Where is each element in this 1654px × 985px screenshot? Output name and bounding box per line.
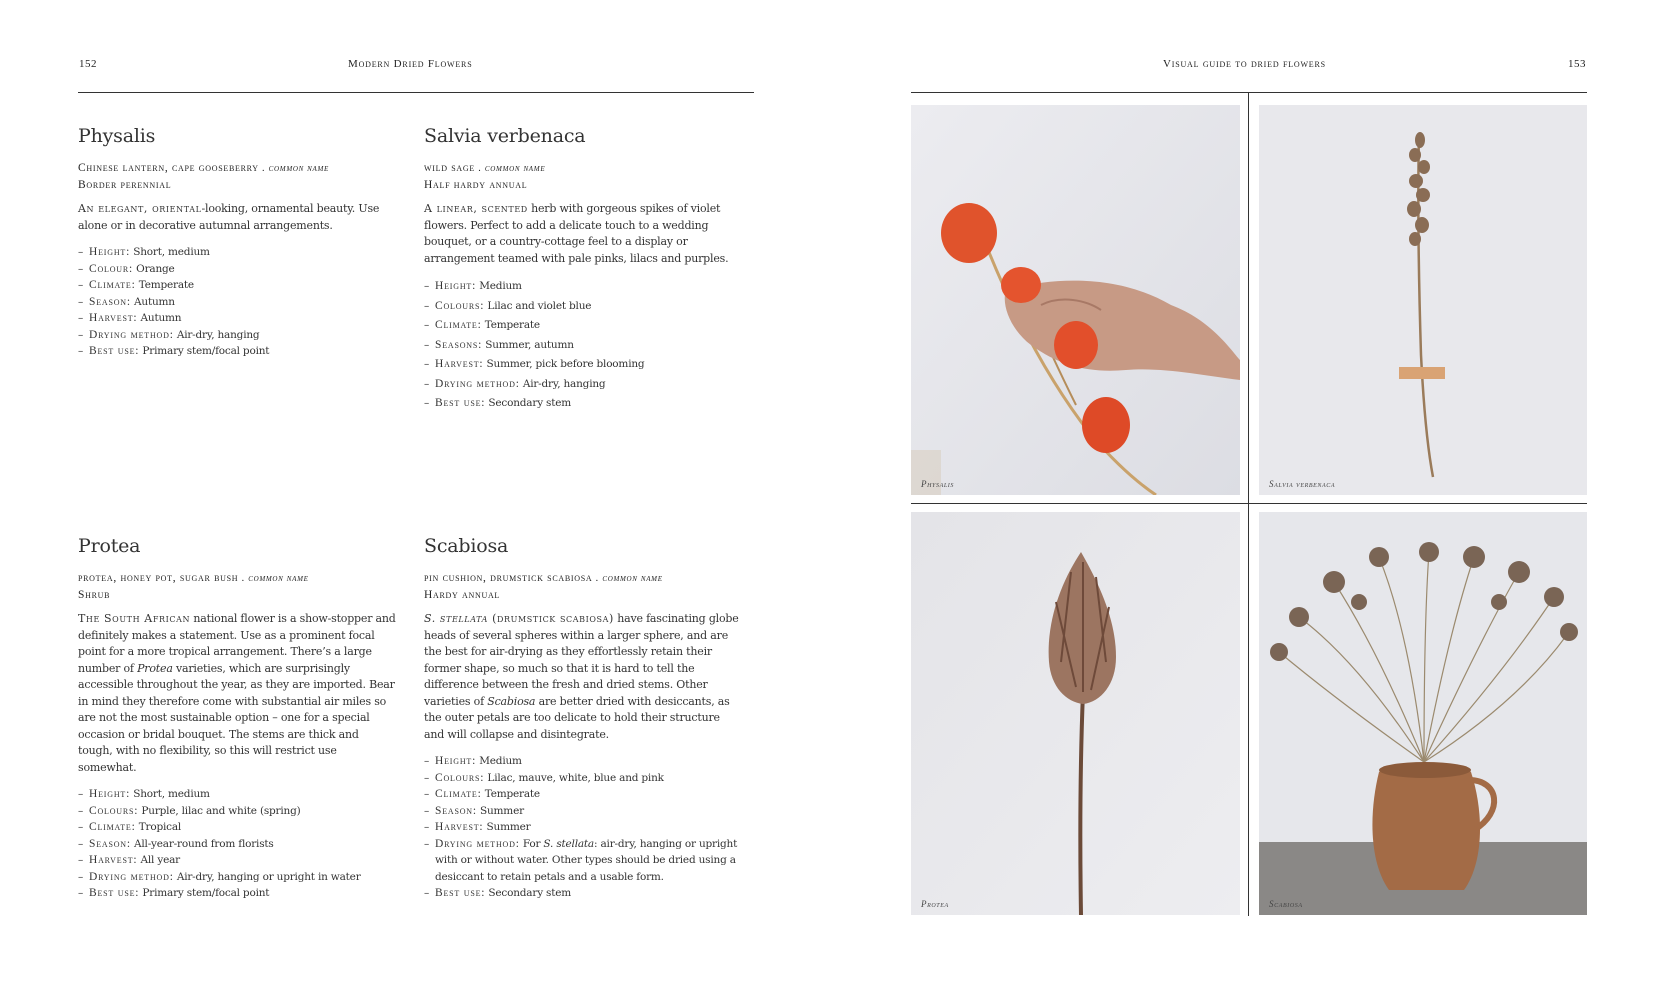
attribute-list <box>78 244 398 360</box>
entry-physalis <box>78 125 398 360</box>
attribute-item: – Colours: Lilac and violet blue <box>424 297 742 317</box>
entry-title: Protea <box>78 535 141 557</box>
entry-scabiosa <box>424 535 742 902</box>
attribute-item: – Colour: Orange <box>78 261 398 278</box>
protea-illustration <box>911 512 1240 915</box>
photo-scabiosa <box>1259 512 1587 915</box>
page-number-right: 153 <box>1568 58 1586 70</box>
attribute-item: – Harvest: Summer <box>424 819 742 836</box>
entry-protea <box>78 535 396 902</box>
attribute-list <box>78 786 396 902</box>
header-rule-right <box>911 92 1587 93</box>
entry-names: wild sage . common name <box>424 162 546 174</box>
attribute-item: – Best use: Primary stem/focal point <box>78 885 396 902</box>
header-rule-left <box>78 92 754 93</box>
attribute-item: – Drying method: Air-dry, hanging <box>78 327 398 344</box>
entry-plant-type: Hardy annual <box>424 589 501 601</box>
attribute-item: – Height: Medium <box>424 753 742 770</box>
salvia-illustration <box>1259 105 1587 495</box>
page-number-left: 152 <box>79 58 97 70</box>
attribute-item: – Best use: Secondary stem <box>424 885 742 902</box>
attribute-item: – Harvest: Autumn <box>78 310 398 327</box>
entry-names: pin cushion, drumstick scabiosa . common name <box>424 572 663 584</box>
attribute-item: – Colours: Lilac, mauve, white, blue and pink <box>424 770 742 787</box>
entry-description: A linear, scented herb with gorgeous spikes of violet flowers. Perfect to add a delicate touch to a wedding bouquet, or a country-cottage feel to a display or arrangement teamed with pale pinks, lilacs and purples. <box>424 202 729 265</box>
entry-plant-type: Shrub <box>78 589 111 601</box>
attribute-item: – Height: Medium <box>424 277 742 297</box>
attribute-item: – Drying method: Air-dry, hanging <box>424 375 742 395</box>
running-head-right: Visual guide to dried flowers <box>1163 58 1326 70</box>
photo-caption: Salvia verbenaca <box>1269 479 1336 489</box>
entry-description: An elegant, oriental-looking, ornamental beauty. Use alone or in decorative autumnal arrangements. <box>78 202 380 232</box>
entry-names: protea, honey pot, sugar bush . common name <box>78 572 309 584</box>
entry-names: Chinese lantern, cape gooseberry . common name <box>78 162 330 174</box>
photo-salvia-verbenaca <box>1259 105 1587 495</box>
photo-protea <box>911 512 1240 915</box>
photo-caption: Scabiosa <box>1269 899 1303 909</box>
attribute-item: – Seasons: Summer, autumn <box>424 336 742 356</box>
running-head-left: Modern Dried Flowers <box>348 58 473 70</box>
entry-description: The South African national flower is a show-stopper and definitely makes a statement. Use as a prominent focal point for a more tropical arrangement. There’s a large number of Protea varieties, which are surprisingly accessible throughout the year, as they are imported. Bear in mind they therefore come with substantial air miles so are not the most sustainable option – one for a special occasion or bridal bouquet. The stems are thick and tough, with no flexibility, so this will restrict use somewhat. <box>78 612 396 774</box>
attribute-item: – Season: Summer <box>424 803 742 820</box>
attribute-item: – Drying method: For S. stellata: air-dry, hanging or upright with or without water. Other types should be dried using a desiccant to retain petals and a usable form. <box>424 836 742 886</box>
entry-salvia-verbenaca <box>424 125 742 414</box>
attribute-item: – Best use: Secondary stem <box>424 394 742 414</box>
attribute-item: – Harvest: All year <box>78 852 396 869</box>
attribute-item: – Climate: Temperate <box>424 786 742 803</box>
photo-physalis <box>911 105 1240 495</box>
attribute-item: – Harvest: Summer, pick before blooming <box>424 355 742 375</box>
entry-title: Scabiosa <box>424 535 509 557</box>
attribute-item: – Height: Short, medium <box>78 786 396 803</box>
scabiosa-illustration <box>1259 512 1587 915</box>
entry-plant-type: Half hardy annual <box>424 179 528 191</box>
photo-caption: Protea <box>921 899 949 909</box>
attribute-item: – Climate: Tropical <box>78 819 396 836</box>
entry-title: Salvia verbenaca <box>424 125 586 147</box>
attribute-item: – Season: All-year-round from florists <box>78 836 396 853</box>
photo-caption: Physalis <box>921 479 954 489</box>
physalis-illustration <box>911 105 1240 495</box>
attribute-list <box>424 277 742 414</box>
attribute-item: – Climate: Temperate <box>424 316 742 336</box>
attribute-item: – Season: Autumn <box>78 294 398 311</box>
attribute-item: – Height: Short, medium <box>78 244 398 261</box>
entry-title: Physalis <box>78 125 156 147</box>
attribute-item: – Colours: Purple, lilac and white (spring) <box>78 803 396 820</box>
attribute-item: – Best use: Primary stem/focal point <box>78 343 398 360</box>
entry-description: S. stellata (drumstick scabiosa) have fascinating globe heads of several spheres within a larger sphere, and are the best for air-drying as they effortlessly retain their former shape, so much so that it is hard to tell the difference between the fresh and dried stems. Other varieties of Scabiosa are better dried with desiccants, as the outer petals are too delicate to hold their structure and will collapse and disintegrate. <box>424 612 739 741</box>
attribute-item: – Climate: Temperate <box>78 277 398 294</box>
attribute-list <box>424 753 742 902</box>
photo-grid-vertical-divider <box>1248 93 1249 916</box>
photo-grid-horizontal-divider <box>911 503 1587 504</box>
entry-plant-type: Border perennial <box>78 179 172 191</box>
attribute-item: – Drying method: Air-dry, hanging or upright in water <box>78 869 396 886</box>
